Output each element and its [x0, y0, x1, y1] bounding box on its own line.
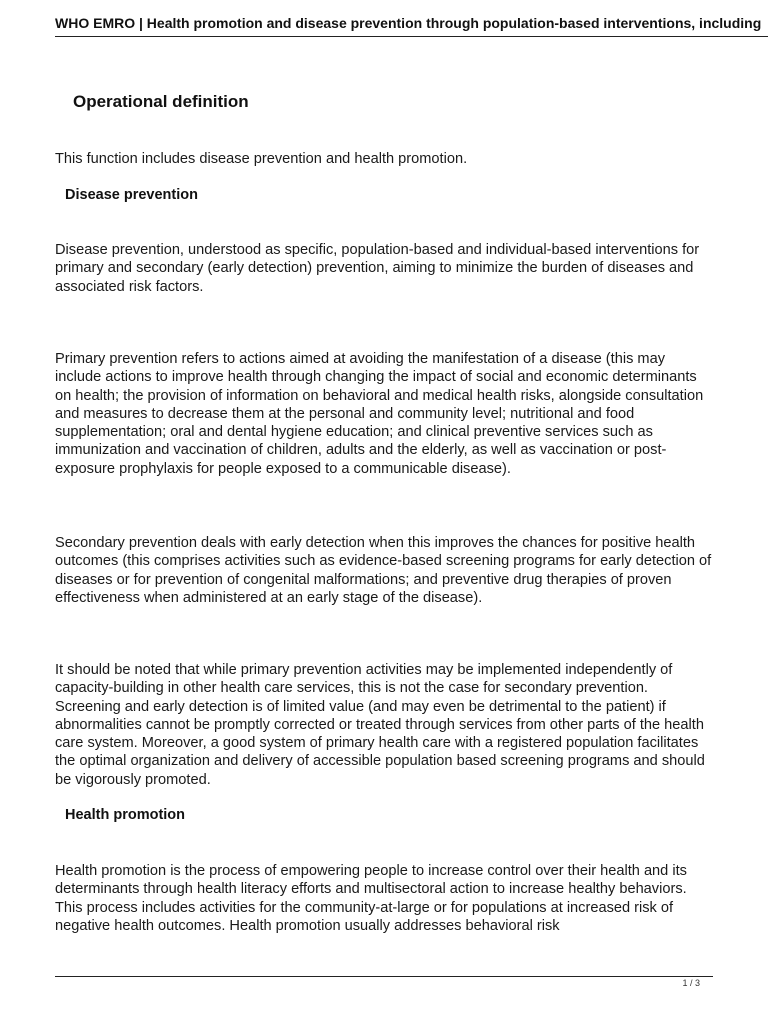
- intro-paragraph: This function includes disease prevention and health promotion.: [55, 151, 468, 167]
- header-title: WHO EMRO | Health promotion and disease prevention through population-based interventions, including: [55, 15, 762, 31]
- subheading-disease-prevention: Disease prevention: [65, 187, 198, 203]
- page-number: 1 / 3: [682, 978, 700, 988]
- page-header: [55, 14, 768, 37]
- footer-divider: [55, 976, 713, 977]
- subheading-health-promotion: Health promotion: [65, 807, 186, 823]
- paragraph-prevention-note: It should be noted that while primary prevention activities may be implemented independently of capacity-building in other health care services, this is not the case for secondary prevention. Screening and early detection is of limited value (and may even be detrimental to the patient) if abnormalities cannot be promptly corrected or treated through services from other parts of the health care system. Moreover, a good system of primary health care with a registered population facilitates the optimal organization and delivery of accessible population based screening programs and should be vigorously promoted.: [55, 662, 705, 788]
- paragraph-primary-prevention: Primary prevention refers to actions aimed at avoiding the manifestation of a disease (this may include actions to improve health through changing the impact of social and economic determinants on health; the provision of information on behavioral and medical health risks, alongside consultation and measures to decrease them at the personal and community level; nutritional and food supplementation; oral and dental hygiene education; and clinical preventive services such as immunization and vaccination of children, adults and the elderly, as well as vaccination or post-exposure prophylaxis for people exposed to a communicable disease).: [55, 351, 704, 477]
- section-heading-operational-definition: Operational definition: [73, 92, 249, 111]
- paragraph-disease-prevention-definition: Disease prevention, understood as specific, population-based and individual-based interventions for primary and secondary (early detection) prevention, aiming to minimize the burden of diseases and associated risk factors.: [55, 242, 700, 295]
- paragraph-secondary-prevention: Secondary prevention deals with early detection when this improves the chances for positive health outcomes (this comprises activities such as evidence-based screening programs for early detection of diseases or for prevention of congenital malformations; and preventive drug therapies of proven effectiveness when administered at an early stage of the disease).: [55, 535, 712, 606]
- paragraph-health-promotion: Health promotion is the process of empowering people to increase control over their health and its determinants through health literacy efforts and multisectoral action to increase healthy behaviors. This process includes activities for the community-at-large or for populations at increased risk of negative health outcomes. Health promotion usually addresses behavioral risk: [55, 863, 687, 934]
